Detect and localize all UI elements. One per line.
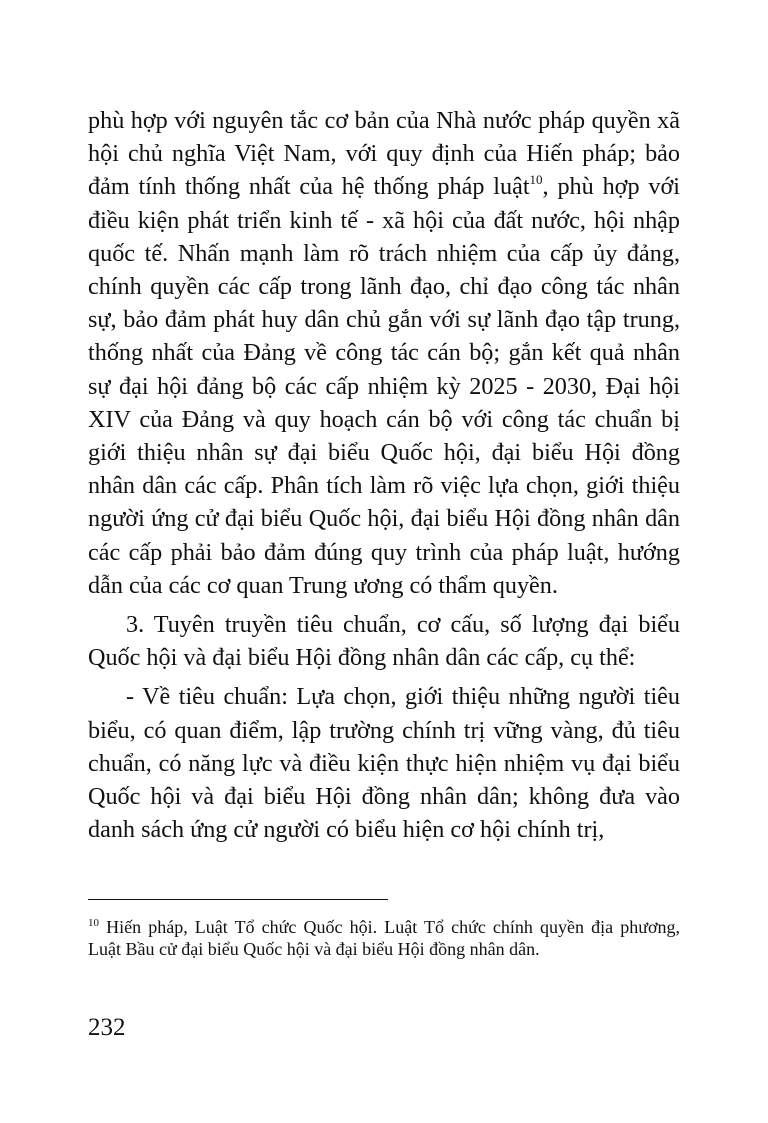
footnote-reference[interactable]: 10 <box>529 172 543 188</box>
paragraph-3: - Về tiêu chuẩn: Lựa chọn, giới thiệu những người tiêu biểu, có quan điểm, lập trường chính trị vững vàng, đủ tiêu chuẩn, có năng lực và điều kiện thực hiện nhiệm vụ đại biểu Quốc hội và đại biểu Hội đồng nhân dân; không đưa vào danh sách ứng cử người có biểu hiện cơ hội chính trị, <box>88 683 680 844</box>
footnote <box>88 917 680 960</box>
page-body <box>88 104 680 846</box>
page-number: 232 <box>88 1014 126 1041</box>
paragraph-1-text-a: phù hợp với nguyên tắc cơ bản của Nhà nước pháp quyền xã hội chủ nghĩa Việt Nam, với quy định của Hiến pháp; bảo đảm tính thống nhất của hệ thống pháp luật <box>88 107 680 201</box>
paragraph-2: 3. Tuyên truyền tiêu chuẩn, cơ cấu, số lượng đại biểu Quốc hội và đại biểu Hội đồng nhân dân các cấp, cụ thể: <box>88 611 680 672</box>
footnote-text: Hiến pháp, Luật Tổ chức Quốc hội. Luật Tổ chức chính quyền địa phương, Luật Bầu cử đại biểu Quốc hội và đại biểu Hội đồng nhân dân. <box>88 917 680 959</box>
footnote-separator <box>88 899 388 900</box>
paragraph-1-text-b: , phù hợp với điều kiện phát triển kinh tế - xã hội của đất nước, hội nhập quốc tế. Nhấn mạnh làm rõ trách nhiệm của cấp ủy đảng, chính quyền các cấp trong lãnh đạo, chỉ đạo công tác nhân sự, bảo đảm phát huy dân chủ gắn với sự lãnh đạo tập trung, thống nhất của Đảng về công tác cán bộ; gắn kết quả nhân sự đại hội đảng bộ các cấp nhiệm kỳ 2025 - 2030, Đại hội XIV của Đảng và quy hoạch cán bộ với công tác chuẩn bị giới thiệu nhân sự đại biểu Quốc hội, đại biểu Hội đồng nhân dân các cấp. Phân tích làm rõ việc lựa chọn, giới thiệu người ứng cử đại biểu Quốc hội, đại biểu Hội đồng nhân dân các cấp phải bảo đảm đúng quy trình của pháp luật, hướng dẫn của các cơ quan Trung ương có thẩm quyền. <box>88 173 680 599</box>
paragraph-1 <box>88 104 680 602</box>
footnote-number: 10 <box>88 917 99 929</box>
